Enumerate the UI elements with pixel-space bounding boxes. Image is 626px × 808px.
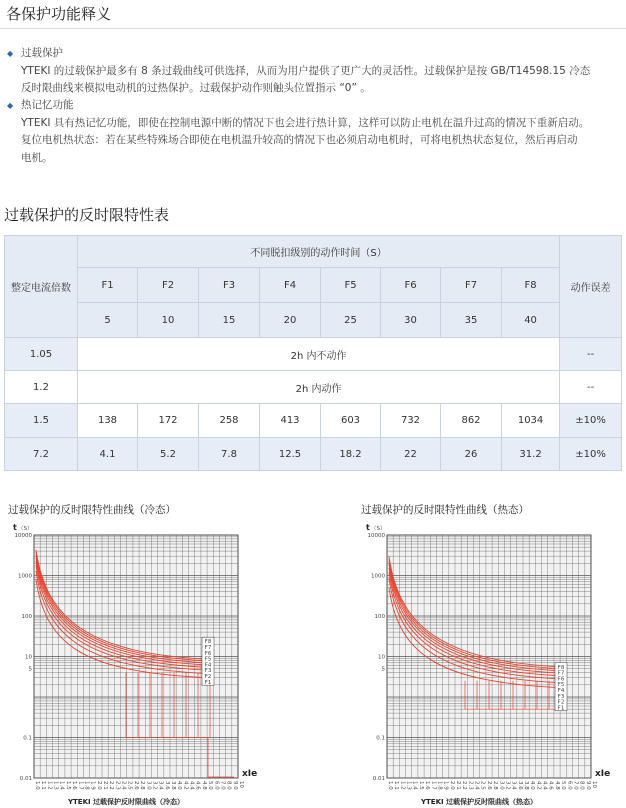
level-header: F6 bbox=[381, 268, 441, 303]
curve-label: F7 bbox=[204, 644, 212, 651]
value-cell: 4.1 bbox=[78, 438, 138, 471]
x-tick-label: 4.0 bbox=[529, 781, 536, 790]
x-tick-label: 8.0 bbox=[578, 781, 585, 790]
x-tick-label: 1.1 bbox=[40, 781, 47, 790]
curve-label: F2 bbox=[204, 673, 212, 680]
curve-label: F7 bbox=[557, 670, 565, 677]
value-cell: 31.2 bbox=[502, 438, 560, 471]
value-cell: 22 bbox=[381, 438, 441, 471]
feature-description bbox=[21, 115, 621, 168]
x-tick-label: 10 bbox=[238, 781, 244, 788]
table-row bbox=[5, 404, 622, 438]
x-tick-label: 2.1 bbox=[455, 781, 461, 790]
value-cell: 258 bbox=[199, 404, 260, 438]
multiple-cell: 1.5 bbox=[5, 404, 78, 438]
y-tick-label: 100 bbox=[374, 614, 385, 620]
multiple-cell: 7.2 bbox=[5, 438, 78, 471]
hot-curve-chart bbox=[361, 522, 619, 808]
multiple-cell: 1.05 bbox=[5, 338, 78, 371]
rated-multiple-header: 整定电流倍数 bbox=[5, 236, 78, 338]
x-tick-label: 6.0 bbox=[566, 781, 573, 790]
x-tick-label: 2.2 bbox=[461, 781, 468, 790]
feature-title: 过载保护 bbox=[21, 47, 63, 59]
feature-line: YTEKI 的过载保护最多有 8 条过载曲线可供选择，从而为用户提供了更广大的灵活性。过载保护是按 GB/T14598.15 冷态 bbox=[21, 64, 591, 77]
x-tick-label: 2.6 bbox=[485, 781, 492, 790]
y-tick-label: 0.01 bbox=[372, 776, 385, 782]
curve-label: F8 bbox=[557, 664, 565, 671]
x-tick-label: 2.6 bbox=[132, 781, 139, 790]
x-tick-label: 2.4 bbox=[120, 781, 127, 790]
x-tick-label: 7.0 bbox=[572, 781, 579, 790]
y-axis-unit: （S） bbox=[371, 526, 386, 532]
x-tick-label: 4.0 bbox=[176, 781, 183, 790]
x-tick-label: 3.6 bbox=[163, 781, 170, 790]
diamond-bullet-icon: ◆ bbox=[7, 101, 14, 110]
diamond-bullet-icon: ◆ bbox=[7, 49, 14, 58]
level-value: 15 bbox=[199, 303, 260, 338]
x-tick-label: 1.8 bbox=[436, 781, 443, 790]
x-tick-label: 2.5 bbox=[126, 781, 133, 790]
x-tick-label: 3.0 bbox=[498, 781, 505, 790]
feature-description bbox=[21, 63, 621, 98]
x-tick-label: 8.0 bbox=[225, 781, 232, 790]
y-tick-label: 10000 bbox=[14, 533, 32, 539]
multiple-cell: 1.2 bbox=[5, 371, 78, 404]
x-tick-label: 1.8 bbox=[83, 781, 90, 790]
level-header: F7 bbox=[441, 268, 502, 303]
y-tick-label: 10 bbox=[378, 654, 385, 661]
x-tick-label: 1.6 bbox=[71, 781, 78, 790]
level-value: 20 bbox=[260, 303, 321, 338]
x-tick-label: 5.0 bbox=[207, 781, 214, 790]
y-tick-label: 0.01 bbox=[19, 776, 32, 782]
curve-label: F5 bbox=[204, 656, 212, 663]
x-tick-label: 1.5 bbox=[64, 781, 71, 790]
x-tick-label: 10 bbox=[591, 781, 597, 788]
level-header: F1 bbox=[78, 268, 138, 303]
x-tick-label: 1.7 bbox=[430, 781, 437, 790]
level-value: 30 bbox=[381, 303, 441, 338]
curve-label: F1 bbox=[557, 705, 565, 712]
y-axis-unit: （S） bbox=[18, 526, 33, 532]
y-tick-label: 1000 bbox=[371, 573, 385, 580]
x-tick-label: 4.4 bbox=[541, 781, 548, 790]
x-tick-label: 4.6 bbox=[194, 781, 201, 790]
x-tick-label: 4.2 bbox=[535, 781, 542, 790]
error-header: 动作误差 bbox=[560, 236, 622, 338]
level-value: 40 bbox=[502, 303, 560, 338]
section-title: 各保护功能释义 bbox=[6, 5, 112, 23]
error-cell: ±10% bbox=[560, 438, 622, 471]
table-row bbox=[5, 438, 622, 471]
x-tick-label: 2.4 bbox=[473, 781, 480, 790]
x-tick-label: 6.0 bbox=[213, 781, 220, 790]
table-title: 过载保护的反时限特性表 bbox=[4, 206, 170, 224]
x-tick-label: 1.4 bbox=[58, 781, 65, 790]
x-tick-label: 1.2 bbox=[399, 781, 406, 790]
level-header: F3 bbox=[199, 268, 260, 303]
x-tick-label: 4.8 bbox=[200, 781, 207, 790]
feature-line: 电机。 bbox=[21, 151, 53, 164]
value-cell: 5.2 bbox=[138, 438, 199, 471]
x-tick-label: 2.1 bbox=[102, 781, 108, 790]
x-tick-label: 1.1 bbox=[393, 781, 400, 790]
x-tick-label: 3.4 bbox=[157, 781, 164, 790]
x-axis-title: xIe bbox=[595, 769, 611, 779]
x-tick-label: 7.0 bbox=[219, 781, 226, 790]
value-cell: 12.5 bbox=[260, 438, 321, 471]
feature-line: 反时限曲线来模拟电动机的过热保护。过载保护动作则触头位置指示 “0” 。 bbox=[21, 82, 371, 94]
cold-curve-chart bbox=[8, 522, 266, 808]
level-header: F8 bbox=[502, 268, 560, 303]
value-cell: 138 bbox=[78, 404, 138, 438]
value-cell: 413 bbox=[260, 404, 321, 438]
curve-label: F2 bbox=[557, 699, 565, 706]
curve-label: F4 bbox=[557, 687, 565, 694]
y-tick-label: 100 bbox=[21, 614, 32, 620]
x-tick-label: 3.4 bbox=[510, 781, 517, 790]
x-tick-label: 3.0 bbox=[145, 781, 152, 790]
x-tick-label: 3.8 bbox=[523, 781, 529, 790]
x-tick-label: 2.0 bbox=[95, 781, 102, 790]
x-tick-label: 5.0 bbox=[560, 781, 567, 790]
x-axis-title: xIe bbox=[242, 769, 258, 779]
curve-label: F1 bbox=[204, 679, 212, 686]
x-tick-label: 9.0 bbox=[584, 781, 591, 790]
x-tick-label: 1.0 bbox=[387, 781, 393, 790]
trip-time-group-header: 不同脱扣级别的动作时间（S） bbox=[78, 236, 560, 268]
x-tick-label: 2.8 bbox=[492, 781, 499, 790]
error-cell: -- bbox=[560, 338, 622, 371]
error-cell: -- bbox=[560, 371, 622, 404]
x-tick-label: 3.2 bbox=[504, 781, 511, 790]
table-row bbox=[5, 371, 622, 404]
x-tick-label: 3.6 bbox=[516, 781, 523, 790]
x-tick-label: 1.9 bbox=[442, 781, 449, 790]
x-tick-label: 4.2 bbox=[182, 781, 189, 790]
y-axis-title: t bbox=[13, 523, 17, 532]
x-tick-label: 1.2 bbox=[46, 781, 53, 790]
feature-line: 复位电机热状态：若在某些特殊场合即使在电机温升较高的情况下也必须启动电机时，可将电机热状态复位，然后再启动 bbox=[21, 134, 578, 146]
x-tick-label: 2.3 bbox=[114, 781, 121, 790]
x-tick-label: 1.3 bbox=[405, 781, 412, 790]
chart-caption: YTEKI 过载保护反时限曲线（冷态） bbox=[67, 798, 185, 806]
x-tick-label: 2.3 bbox=[467, 781, 474, 790]
level-header: F4 bbox=[260, 268, 321, 303]
note-cell: 2h 内动作 bbox=[78, 371, 560, 404]
value-cell: 1034 bbox=[502, 404, 560, 438]
x-tick-label: 4.4 bbox=[188, 781, 195, 790]
value-cell: 172 bbox=[138, 404, 199, 438]
curve-label: F6 bbox=[557, 676, 565, 683]
feature-title: 热记忆功能 bbox=[21, 99, 74, 111]
feature-line: YTEKI 具有热记忆功能，即使在控制电源中断的情况下也会进行热计算，这样可以防止电机在温升过高的情况下重新启动。 bbox=[21, 116, 590, 129]
y-tick-label: 0.1 bbox=[23, 735, 32, 742]
x-tick-label: 1.4 bbox=[411, 781, 418, 790]
curve-label: F8 bbox=[204, 639, 212, 646]
title-divider bbox=[0, 28, 626, 29]
curve-label: F4 bbox=[204, 662, 212, 669]
x-tick-label: 2.5 bbox=[479, 781, 486, 790]
y-tick-label: 10000 bbox=[367, 533, 385, 539]
x-tick-label: 2.8 bbox=[139, 781, 146, 790]
x-tick-label: 1.3 bbox=[52, 781, 59, 790]
curve-label: F3 bbox=[557, 693, 565, 700]
level-value: 35 bbox=[441, 303, 502, 338]
x-tick-label: 9.0 bbox=[231, 781, 238, 790]
x-tick-label: 4.8 bbox=[553, 781, 560, 790]
curve-label: F5 bbox=[557, 682, 565, 689]
value-cell: 732 bbox=[381, 404, 441, 438]
table-row bbox=[5, 338, 622, 371]
level-value: 25 bbox=[321, 303, 381, 338]
error-cell: ±10% bbox=[560, 404, 622, 438]
level-header: F2 bbox=[138, 268, 199, 303]
level-header: F5 bbox=[321, 268, 381, 303]
note-cell: 2h 内不动作 bbox=[78, 338, 560, 371]
curve-label: F6 bbox=[204, 650, 212, 657]
value-cell: 26 bbox=[441, 438, 502, 471]
y-tick-label: 5 bbox=[28, 666, 32, 673]
y-tick-label: 5 bbox=[381, 666, 385, 673]
x-tick-label: 1.0 bbox=[34, 781, 40, 790]
x-tick-label: 2.2 bbox=[108, 781, 115, 790]
x-tick-label: 1.9 bbox=[89, 781, 96, 790]
y-tick-label: 0.1 bbox=[376, 735, 385, 742]
x-tick-label: 2.0 bbox=[448, 781, 455, 790]
chart-hot-title: 过载保护的反时限特性曲线（热态） bbox=[361, 504, 529, 516]
x-tick-label: 1.7 bbox=[77, 781, 84, 790]
value-cell: 18.2 bbox=[321, 438, 381, 471]
chart-cold-title: 过载保护的反时限特性曲线（冷态） bbox=[8, 504, 176, 516]
y-tick-label: 10 bbox=[25, 654, 32, 661]
value-cell: 862 bbox=[441, 404, 502, 438]
x-tick-label: 3.2 bbox=[151, 781, 158, 790]
value-cell: 7.8 bbox=[199, 438, 260, 471]
inverse-time-table bbox=[4, 235, 622, 471]
y-axis-title: t bbox=[366, 523, 370, 532]
curve-label: F3 bbox=[204, 668, 212, 675]
y-tick-label: 1000 bbox=[18, 573, 32, 580]
x-tick-label: 1.5 bbox=[417, 781, 424, 790]
level-value: 10 bbox=[138, 303, 199, 338]
x-tick-label: 3.8 bbox=[170, 781, 176, 790]
x-tick-label: 4.6 bbox=[547, 781, 554, 790]
level-value: 5 bbox=[78, 303, 138, 338]
value-cell: 603 bbox=[321, 404, 381, 438]
chart-caption: YTEKI 过载保护反时限曲线（热态） bbox=[420, 798, 538, 806]
x-tick-label: 1.6 bbox=[424, 781, 431, 790]
